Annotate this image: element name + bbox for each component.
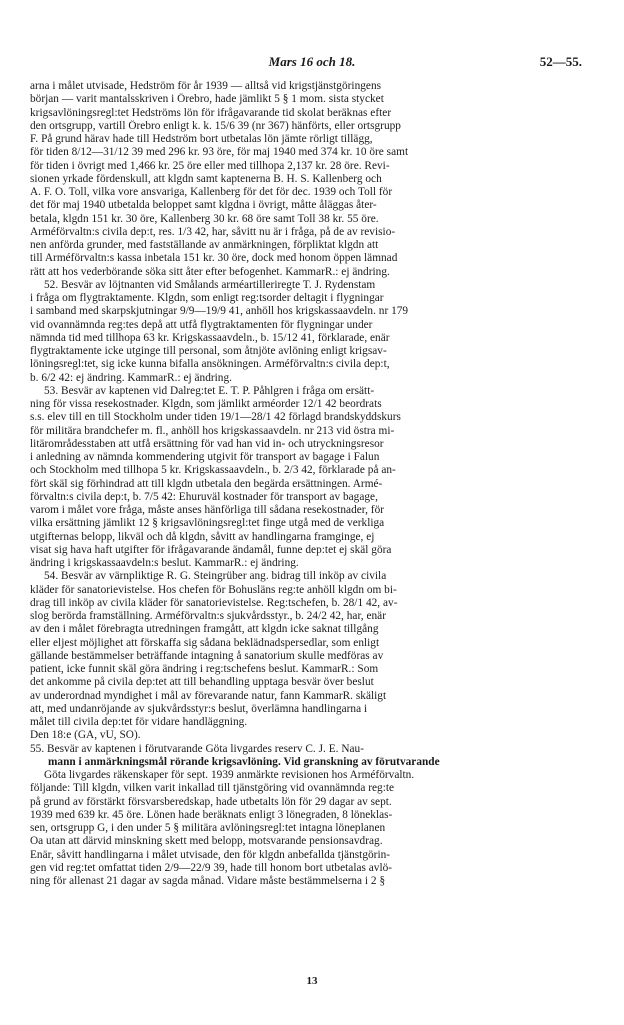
text-line: för militära brandchefer m. fl., anhöll hos krigskassaavdeln. nr 213 vid östra mi- (30, 424, 395, 437)
text-line: det ankomme på civila dep:tet att till behandling upptaga besvär över beslut (30, 676, 374, 689)
text-line: av underordnad myndighet i mål av förevarande natur, fann KammarR. skäligt (30, 689, 387, 702)
text-line: början — varit mantalsskriven i Örebro, hade jämlikt 5 § 1 mom. sista stycket (30, 93, 384, 106)
text-line: gen vid reg:tet omfattat tiden 2/9—22/9 39, hade till honom bort utbetalas avlö- (30, 861, 393, 874)
page-number: 13 (306, 975, 318, 987)
text-line: 1939 med 639 kr. 45 öre. Lönen hade beräknats enligt 3 lönegraden, 8 löneklas- (30, 808, 393, 821)
text-line: för tiden 8/12—31/12 39 med 296 kr. 93 öre, för maj 1940 med 374 kr. 10 öre samt (30, 146, 409, 159)
page-header (34, 54, 590, 74)
text-line: rätt att hos vederbörande söka sitt åter efter befogenhet. KammarR.: ej ändring. (30, 265, 390, 278)
text-line: i fråga om flygtraktamente. Klgdn, som enligt reg:tsorder deltagit i flygningar (30, 292, 384, 304)
text-line: sionen yrkade fördenskull, att klgdn samt kaptenerna B. H. S. Kallenberg och (30, 172, 382, 185)
text-line: till Arméförvaltn:s kassa inbetala 151 kr. 30 öre, dock med honom öppen lämnad (30, 252, 398, 265)
text-line: b. 6/2 42: ej ändring. KammarR.: ej ändring. (30, 371, 232, 384)
text-line: varom i målet vore fråga, måste anses hänförliga till sådana resekostnader, för (30, 504, 385, 516)
text-line: förvaltn:s civila dep:t, b. 7/5 42: Ehuruväl kostnader för transport av bagage, (30, 490, 378, 503)
text-line: A. F. O. Toll, vilka vore ansvariga, Kallenberg för det för dec. 1939 och Toll för (30, 186, 393, 198)
text-line: målet till civila dep:tet för vidare handläggning. (30, 716, 248, 728)
text-line: patient, icke funnit skäl göra ändring i reg:tschefens beslut. KammarR.: Som (30, 663, 379, 675)
text-line: s.s. elev till en till Stockholm under tiden 19/1—28/1 42 förlagd brandskyddskurs (30, 411, 401, 424)
text-line: Enär, såvitt handlingarna i målet utvisade, den för klgdn anbefallda tjänstgörin- (30, 848, 391, 861)
text-line: ning för allenast 21 dagar av sagda månad. Vidare måste bestämmelserna i 2 § (30, 875, 386, 887)
text-line: och Stockholm med tillhopa 5 kr. Krigskassaavdeln., b. 2/3 42, förklarade på an- (30, 464, 396, 477)
text-line: i samband med skarpskjutningar 9/9—19/9 41, anhöll hos krigskassaavdeln. nr 179 (30, 305, 409, 318)
text-line: löningsregl:tet, sig icke kunna bifalla ansökningen. Arméförvaltn:s civila dep:t, (30, 358, 390, 371)
text-line: av den i målet förebragta utredningen framgått, att klgdn icke saknat tillgång (30, 623, 379, 636)
text-line: utgifternas belopp, likväl och då klgdn, såvitt av handlingarna framginge, ej (30, 530, 375, 543)
text-line: vilka ersättning jämlikt 12 § krigsavlöningsregl:tet finge utgå med de verkliga (30, 517, 385, 530)
text-line: eller eljest möjlighet att förskaffa sig sådana beklädnadspersedlar, som enligt (30, 636, 380, 649)
text-line: kläder för sanatorievistelse. Hos chefen för Bohusläns reg:te anhöll klgdn om bi- (30, 583, 397, 596)
text-line: det för maj 1940 utbetalda beloppet samt klgdna i övrigt, måtte åläggas åter- (30, 199, 377, 212)
text-line: betala, klgdn 151 kr. 30 öre, Kallenberg 30 kr. 68 öre samt Toll 38 kr. 55 öre. (30, 212, 379, 225)
text-line: nämnda tid med tillhopa 63 kr. Krigskassaavdeln., b. 15/12 41, förklarade, enär (30, 331, 390, 344)
text-line: 55. Besvär av kaptenen i förutvarande Göta livgardes reserv C. J. E. Nau- (30, 742, 364, 755)
text-line: 53. Besvär av kaptenen vid Dalreg:tet E. T. P. Påhlgren i fråga om ersätt- (44, 384, 375, 397)
text-line: i anledning av nämnda kommendering utgivit för transport av bagage i Falun (30, 451, 380, 463)
text-line: nen anförda grunder, med fastställande av anmärkningen, förpliktat klgdn att (30, 239, 379, 251)
text-line: flygtraktamente icke utginge till personal, som åtnjöte avlöning enligt krigsav- (30, 345, 387, 357)
text-line: gällande bestämmelser beträffande intagning å sanatorium skulle medföras av (30, 649, 384, 662)
header-title: Mars 16 och 18. (268, 54, 356, 69)
text-line: den ortsgrupp, vartill Örebro enligt k. k. 15/6 39 (nr 367) hänförts, eller ortsgrupp (30, 119, 401, 132)
text-line: fört skäl sig förhindrad att till klgdn utbetala den begärda ersättningen. Armé- (30, 477, 383, 490)
header-section-range: 52—55. (539, 54, 582, 69)
text-line: för tiden i övrigt med 1,466 kr. 25 öre eller med tillhopa 2,137 kr. 28 öre. Revi- (30, 159, 390, 172)
text-line: drag till inköp av civila kläder för sanatorievistelse. Reg:tschefen, b. 28/1 42, av- (30, 596, 398, 609)
text-line: mann i anmärkningsmål rörande krigsavlöning. Vid granskning av förutvarande (48, 755, 440, 768)
text-line: Oa utan att därvid minskning skett med belopp, motsvarande pensionsavdrag. (30, 835, 383, 848)
document-body (30, 80, 596, 888)
text-line: F. På grund härav hade till Hedström bort utbetalas lön jämte rörligt tillägg, (30, 133, 373, 145)
text-line: Den 18:e (GA, vU, SO). (30, 729, 141, 742)
text-line: slog berörda framställning. Arméförvaltn:s sjukvårdsstyr., b. 24/2 42, har, enär (30, 610, 386, 622)
text-line: följande: Till klgdn, vilken varit inkallad till tjänstgöring vid ovannämnda reg:te (30, 782, 395, 795)
text-line: arna i målet utvisade, Hedström för år 1939 — alltså vid krigstjänstgöringens (30, 80, 382, 92)
text-line: litärområdesstaben att utfå ersättning för vad han vid in- och utryckningsresor (30, 437, 384, 450)
text-line: krigsavlöningsregl:tet Hedströms lön för ifrågavarande tid skolat beräknas efter (30, 106, 392, 119)
text-line: sen, ortsgrupp G, i den under 5 § militära avlöningsregl:tet intagna löneplanen (30, 822, 386, 834)
text-line: Göta livgardes räkenskaper för sept. 1939 anmärkte revisionen hos Arméförvaltn. (44, 769, 415, 781)
text-line: ändring i krigskassaavdeln:s beslut. KammarR.: ej ändring. (30, 557, 299, 569)
text-line: på grund av förstärkt försvarsberedskap, hade utbetalts lön för 29 dagar av sept. (30, 795, 392, 808)
text-line: vid ovannämnda reg:tes depå att utfå flygtraktamenten för flygningar under (30, 318, 373, 331)
text-line: 54. Besvär av värnpliktige R. G. Steingrüber ang. bidrag till inköp av civila (44, 570, 387, 583)
text-line: 52. Besvär av löjtnanten vid Smålands arméartilleriregte T. J. Rydenstam (44, 278, 376, 291)
text-line: visat sig hava haft utgifter för ifrågavarande ändamål, funne dep:tet ej skäl göra (30, 543, 392, 556)
text-line: att, med undanröjande av sjukvårdsstyr:s beslut, överlämna handlingarna i (30, 702, 368, 715)
text-line: Arméförvaltn:s civila dep:t, res. 1/3 42, har, såvitt nu är i fråga, på de av revisio- (30, 225, 396, 238)
text-line: ning för vissa resekostnader. Klgdn, som jämlikt arméorder 12/1 42 beordrats (30, 398, 382, 410)
